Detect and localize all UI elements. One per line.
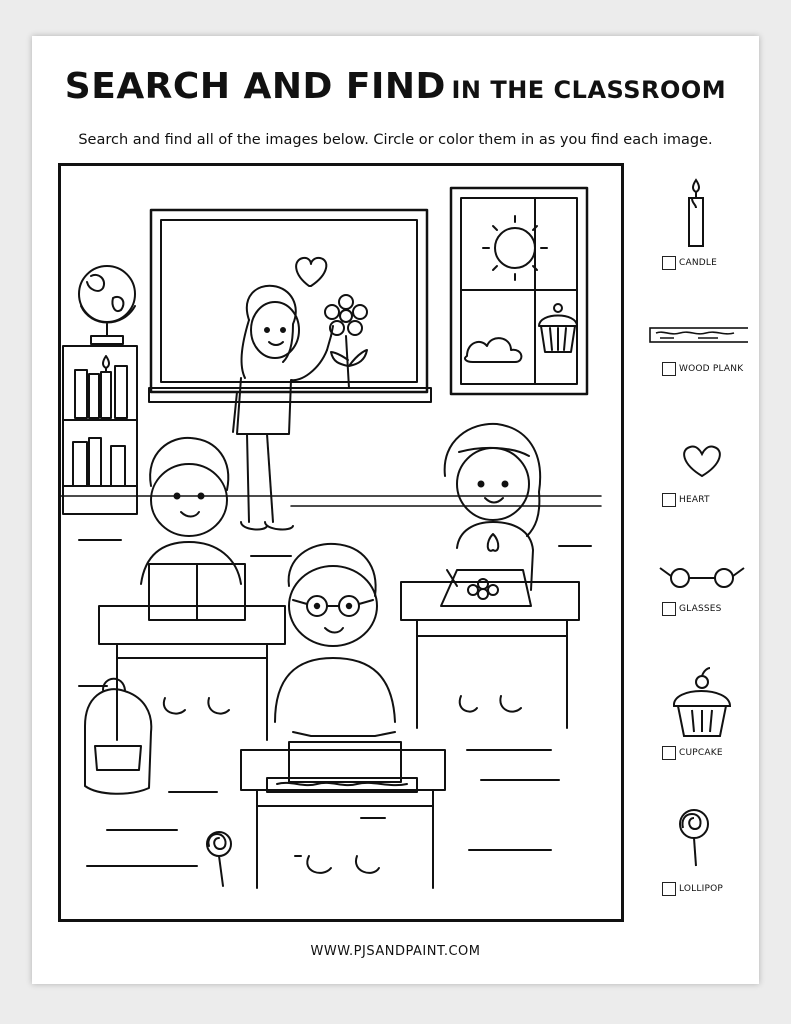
checkbox-row-heart[interactable] [662, 493, 710, 507]
cupcake-icon [638, 666, 748, 742]
glasses-icon [638, 558, 748, 598]
cupcake-label: CUPCAKE [679, 748, 723, 758]
chalkboard [149, 210, 431, 402]
board-flower [325, 295, 367, 388]
checkbox-row-cupcake[interactable] [662, 746, 723, 760]
globe [79, 266, 135, 344]
wood-plank-checkbox[interactable] [662, 362, 676, 376]
find-item-lollipop [638, 806, 748, 906]
title-sub: IN THE CLASSROOM [451, 76, 727, 104]
teacher [233, 286, 333, 530]
find-item-glasses [638, 558, 748, 658]
lollipop-icon[interactable] [207, 832, 231, 886]
lollipop-checkbox[interactable] [662, 882, 676, 896]
heart-icon[interactable] [296, 258, 326, 286]
wood-plank-label: WOOD PLANK [679, 364, 744, 374]
heart-label: HEART [679, 495, 710, 505]
bookshelf [63, 346, 137, 514]
checkbox-row-wood-plank[interactable] [662, 362, 743, 376]
worksheet [32, 36, 759, 984]
instructions: Search and find all of the images below. Circle or color them in as you find each image. [78, 132, 713, 148]
page-title [32, 66, 759, 107]
candle-icon[interactable] [101, 356, 111, 418]
glasses-label: GLASSES [679, 604, 722, 614]
boy-with-glasses [241, 544, 445, 888]
heart-checkbox[interactable] [662, 493, 676, 507]
lollipop-icon [638, 806, 748, 870]
title-main: SEARCH AND FIND [64, 66, 446, 107]
classroom-scene[interactable] [58, 163, 624, 922]
find-item-wood-plank [638, 316, 748, 416]
lollipop-label: LOLLIPOP [679, 884, 723, 894]
checkbox-row-glasses[interactable] [662, 602, 722, 616]
boy-with-book [99, 438, 285, 740]
find-item-heart [638, 438, 748, 538]
find-item-cupcake [638, 666, 748, 766]
heart-icon [638, 438, 748, 488]
girl-drawing [401, 424, 579, 728]
cupcake-icon[interactable] [539, 304, 577, 352]
checkbox-row-candle[interactable] [662, 256, 717, 270]
wood-plank-icon [638, 316, 748, 346]
candle-checkbox[interactable] [662, 256, 676, 270]
cupcake-checkbox[interactable] [662, 746, 676, 760]
glasses-checkbox[interactable] [662, 602, 676, 616]
website-footer: WWW.PJSANDPAINT.COM [310, 944, 481, 959]
checkbox-row-lollipop[interactable] [662, 882, 723, 896]
candle-label: CANDLE [679, 258, 718, 268]
backpack [85, 679, 151, 794]
find-item-candle [638, 176, 748, 276]
window [451, 188, 587, 394]
candle-icon [638, 176, 748, 256]
